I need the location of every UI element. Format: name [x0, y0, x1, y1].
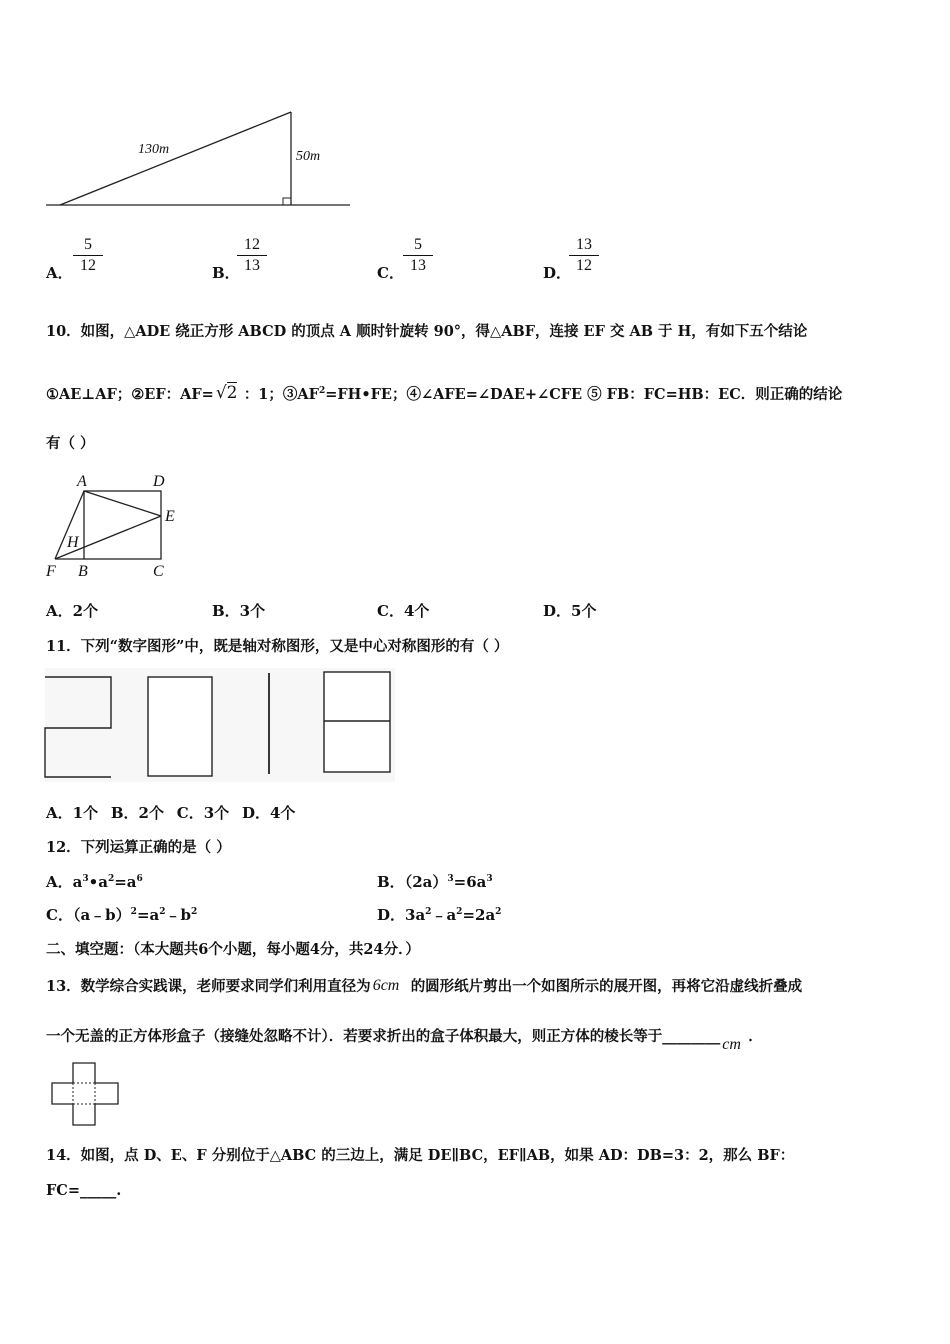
q10-label-h: H	[67, 534, 79, 551]
q11-stem: 11．下列“数字图形”中，既是轴对称图形，又是中心对称图形的有（ ）	[46, 638, 509, 655]
q10-label-f: F	[46, 563, 56, 580]
q11-option-d[interactable]: D．4个	[241, 804, 296, 822]
q12-option-a-label: A．	[46, 873, 73, 891]
q13-stem-line1: 13．数学综合实践课，老师要求同学们利用直径为 6cm 的圆形纸片剪出一个如图所示的展开图，再将它沿虚线折叠成	[46, 977, 803, 995]
fraction-numerator: 13	[569, 236, 599, 256]
fraction-denominator: 13	[244, 257, 260, 274]
expr-sup: 2	[159, 907, 166, 917]
q10-conclusions-part3: =FH•FE；④∠AFE=∠DAE+∠CFE ⑤ FB：FC=HB：EC．则正确的结论	[325, 386, 843, 403]
expr-sup: 2	[130, 907, 137, 917]
expr-sup: 3	[82, 874, 89, 884]
q14-stem-line1: 14．如图，点 D、E、F 分别位于△ABC 的三边上，满足 DE∥BC，EF∥AB，如果 AD：DB=3：2，那么 BF：	[46, 1147, 795, 1164]
q10-conclusions-part2: ：1；③AF	[243, 386, 319, 403]
q9-option-b-label: B．	[212, 264, 240, 282]
q12-stem: 12．下列运算正确的是（ ）	[46, 839, 231, 856]
q10-option-b[interactable]: B．3个	[212, 602, 266, 620]
q12-option-b-label: B．	[377, 873, 405, 891]
q12-option-c-label: C．	[46, 906, 73, 924]
expr-part: =2a	[462, 906, 496, 924]
q9-option-d-label: D．	[543, 264, 572, 282]
expr-part: 3a	[405, 906, 426, 924]
q12-option-d-label: D．	[377, 906, 406, 924]
expr-sup: 2	[107, 874, 115, 884]
q11-option-a[interactable]: A．1个	[46, 804, 99, 822]
fraction-numerator: 12	[237, 236, 267, 256]
q13-line2: 一个无盖的正方体形盒子（接缝处忽略不计）．若要求折出的盒子体积最大，则正方体的棱长等于________	[46, 1028, 721, 1045]
expr-part: =6a	[453, 873, 487, 891]
q10-option-d[interactable]: D．5个	[543, 602, 597, 620]
expr-sup: 2	[495, 907, 502, 917]
q14-stem-line2: FC=_____.	[46, 1182, 122, 1199]
fraction-numerator: 5	[73, 236, 103, 256]
expr-part: •a	[88, 873, 108, 891]
fraction-denominator: 13	[410, 257, 426, 274]
expr-part: ﹣a	[431, 906, 457, 924]
q10-conclusions-part1: ①AE⊥AF；②EF：AF=	[46, 386, 214, 403]
expr-sup: 3	[447, 874, 454, 884]
q10-label-c: C	[153, 563, 164, 580]
expr-part: （a﹣b）	[72, 906, 131, 924]
q13-stem-line2: 一个无盖的正方体形盒子（接缝处忽略不计）．若要求折出的盒子体积最大，则正方体的棱长等于________ cm ．	[46, 1028, 763, 1053]
expr-sup: 6	[136, 874, 143, 884]
q10-conclusions: ①AE⊥AF；②EF：AF= √2 ：1；$③AF^2=FH•FE$；④∠AFE=∠DAE+∠CFE ⑤ FB：FC=HB：EC．则正确的结论	[46, 383, 843, 403]
q13-part1: 13．数学综合实践课，老师要求同学们利用直径为	[46, 978, 371, 995]
expr-part: =a	[114, 873, 137, 891]
q13-end: ．	[748, 1028, 763, 1045]
q13-net-outline	[52, 1063, 118, 1125]
q10-option-c[interactable]: C．4个	[377, 602, 430, 620]
q10-label-b: B	[78, 563, 88, 580]
q9-option-c-label: C．	[377, 264, 404, 282]
q10-stem: 10．如图，△ADE 绕正方形 ABCD 的顶点 A 顺时针旋转 90°，得△ABF，连接 EF 交 AB 于 H，有如下五个结论	[46, 323, 808, 340]
q10-label-e: E	[165, 508, 175, 525]
q10-stem-tail: 有（ ）	[46, 435, 95, 452]
q13-part2: 的圆形纸片剪出一个如图所示的展开图，再将它沿虚线折叠成	[410, 978, 803, 995]
fraction-denominator: 12	[80, 257, 96, 274]
q9-hyp-length: 130m	[138, 142, 170, 157]
fraction-denominator: 12	[576, 257, 592, 274]
expr-part: =a	[136, 906, 160, 924]
q11-option-c[interactable]: C．3个	[176, 804, 230, 822]
q10-option-a[interactable]: A．2个	[46, 602, 99, 620]
expr-sup: 2	[425, 907, 432, 917]
q9-leg-length: 50m	[296, 149, 321, 164]
q10-label-d: D	[153, 473, 165, 490]
expr-sup: 2	[456, 907, 463, 917]
fraction-numerator: 5	[403, 236, 433, 256]
section-title-fill-in: 二、填空题：（本大题共6个小题，每小题4分，共24分．）	[46, 941, 420, 958]
q10-superscript: 2	[318, 386, 326, 396]
expr-part: （2a）	[404, 873, 448, 891]
expr-part: a	[72, 873, 83, 891]
q9-option-a-label: A．	[46, 264, 73, 282]
expr-sup: 3	[486, 874, 493, 884]
q10-label-a: A	[77, 473, 87, 490]
sqrt-radicand: 2	[226, 383, 238, 403]
expr-sup: 2	[191, 907, 198, 917]
q11-option-b[interactable]: B．2个	[110, 804, 164, 822]
expr-part: ﹣b	[165, 906, 191, 924]
